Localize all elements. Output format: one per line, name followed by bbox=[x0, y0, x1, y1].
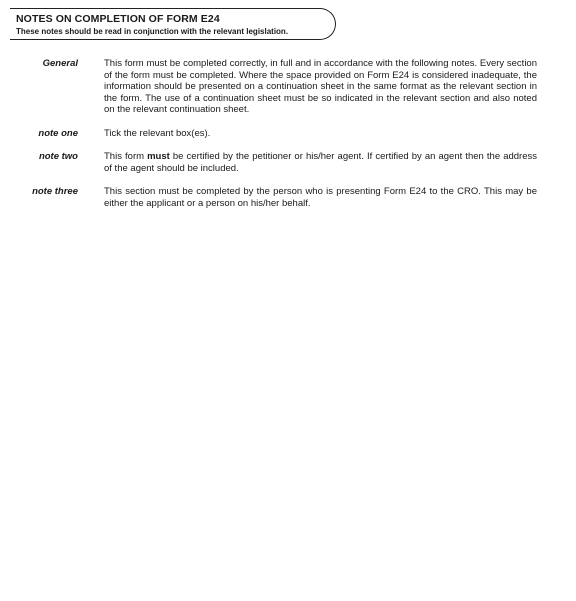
note-text-part: This form bbox=[104, 151, 148, 162]
note-one bbox=[0, 128, 576, 140]
note-label: General bbox=[42, 58, 78, 69]
note-general bbox=[0, 58, 576, 116]
note-three bbox=[0, 186, 576, 209]
note-label: note two bbox=[38, 151, 78, 162]
note-text: This form must be completed correctly, in full and in accordance with the following notes. Every section of the form must be completed. Where the space provided on Form E24 is considered inadequate, the information should be presented on a continuation sheet in the same format as the relevant section in the form. The use of a continuation sheet must be so indicated in the relevant section and also noted on the relevant continuation sheet. bbox=[104, 58, 537, 115]
note-text-part: be certified by the petitioner or his/her agent. If certified by an agent then the address of the agent should be included. bbox=[104, 151, 537, 174]
note-label: note one bbox=[38, 127, 78, 139]
note-text-emphasis: must bbox=[147, 151, 170, 162]
note-text: Tick the relevant box(es). bbox=[104, 127, 211, 139]
page-title: NOTES ON COMPLETION OF FORM E24 bbox=[16, 13, 220, 25]
note-text: This section must be completed by the person who is presenting Form E24 to the CRO. This may be either the applicant or a person on his/her behalf. bbox=[104, 186, 537, 209]
note-two bbox=[0, 151, 576, 174]
notes-header bbox=[10, 8, 336, 40]
notes-list bbox=[0, 58, 576, 221]
note-text bbox=[104, 151, 537, 174]
page-subtitle: These notes should be read in conjunction with the relevant legislation. bbox=[16, 27, 289, 36]
note-label: note three bbox=[32, 186, 78, 197]
